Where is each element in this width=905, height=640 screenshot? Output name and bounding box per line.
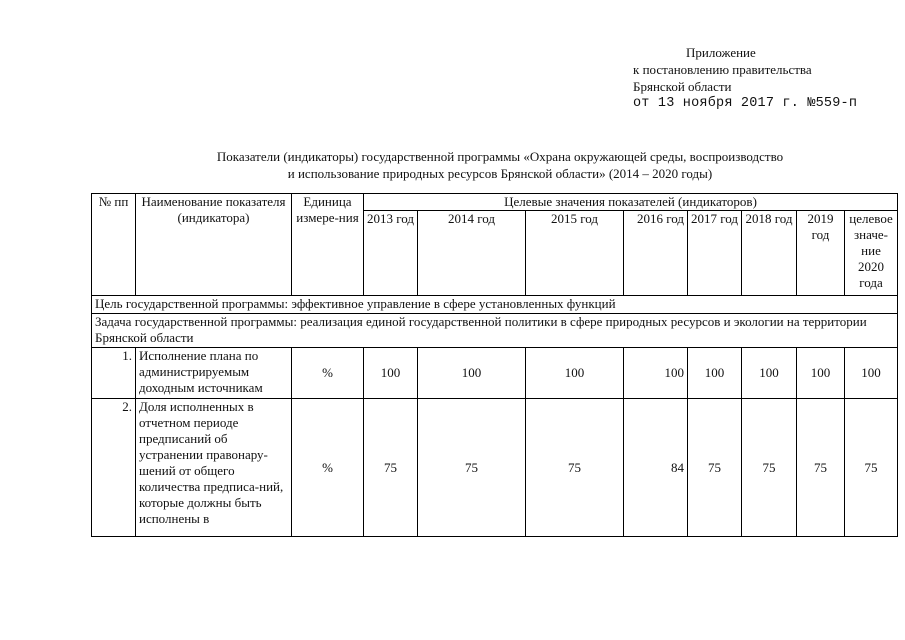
header-num: № пп bbox=[92, 194, 136, 296]
header-target-2020: целевое значе-ние 2020 года bbox=[845, 211, 898, 296]
row-value-2019: 75 bbox=[797, 399, 845, 537]
row-value-2018: 75 bbox=[742, 399, 797, 537]
row-number: 1. bbox=[92, 348, 136, 399]
row-value-2020: 75 bbox=[845, 399, 898, 537]
header-year-2013: 2013 год bbox=[364, 211, 418, 296]
row-unit: % bbox=[292, 348, 364, 399]
program-goal: Цель государственной программы: эффективное управление в сфере установленных функций bbox=[92, 296, 898, 314]
approval-resolution: к постановлению правительства bbox=[633, 62, 812, 77]
row-value-2018: 100 bbox=[742, 348, 797, 399]
header-unit: Единица измере-ния bbox=[292, 194, 364, 296]
header-name: Наименование показателя (индикатора) bbox=[136, 194, 292, 296]
header-year-2014: 2014 год bbox=[418, 211, 526, 296]
indicators-table bbox=[91, 193, 898, 537]
row-value-2013: 100 bbox=[364, 348, 418, 399]
program-task: Задача государственной программы: реализация единой государственной политики в сфере природных ресурсов и экологии на территории Брянской области bbox=[92, 314, 898, 348]
header-year-2019: 2019 год bbox=[797, 211, 845, 296]
row-value-2017: 100 bbox=[688, 348, 742, 399]
row-value-2019: 100 bbox=[797, 348, 845, 399]
approval-date-number: от 13 ноября 2017 г. №559-п bbox=[633, 96, 858, 111]
document-title-line-2: и использование природных ресурсов Брянской области» (2014 – 2020 годы) bbox=[287, 166, 713, 181]
table-row bbox=[92, 348, 898, 399]
task-row bbox=[92, 314, 898, 348]
row-value-2017: 75 bbox=[688, 399, 742, 537]
row-unit: % bbox=[292, 399, 364, 537]
header-year-2017: 2017 год bbox=[688, 211, 742, 296]
header-year-2016: 2016 год bbox=[624, 211, 688, 296]
row-number: 2. bbox=[92, 399, 136, 537]
approval-heading: Приложение bbox=[686, 45, 756, 60]
row-value-2015: 100 bbox=[526, 348, 624, 399]
row-indicator-name: Исполнение плана по администрируемым доходным источникам bbox=[136, 348, 292, 399]
approval-block bbox=[633, 44, 857, 112]
row-value-2015: 75 bbox=[526, 399, 624, 537]
table-row bbox=[92, 399, 898, 537]
row-value-2014: 75 bbox=[418, 399, 526, 537]
goal-row bbox=[92, 296, 898, 314]
row-indicator-name: Доля исполненных в отчетном периоде предписаний об устранении правонару-шений от общего количества предписа-ний, которые должны быть исполнены в bbox=[136, 399, 292, 537]
header-year-2015: 2015 год bbox=[526, 211, 624, 296]
header-target-values: Целевые значения показателей (индикаторов) bbox=[364, 194, 898, 211]
row-value-2016: 84 bbox=[624, 399, 688, 537]
row-value-2016: 100 bbox=[624, 348, 688, 399]
row-value-2014: 100 bbox=[418, 348, 526, 399]
row-value-2020: 100 bbox=[845, 348, 898, 399]
approval-region: Брянской области bbox=[633, 79, 732, 94]
header-year-2018: 2018 год bbox=[742, 211, 797, 296]
header-row-1 bbox=[92, 194, 898, 211]
document-title-line-1: Показатели (индикаторы) государственной программы «Охрана окружающей среды, воспроизводство bbox=[216, 149, 784, 164]
row-value-2013: 75 bbox=[364, 399, 418, 537]
document-title bbox=[120, 148, 880, 182]
